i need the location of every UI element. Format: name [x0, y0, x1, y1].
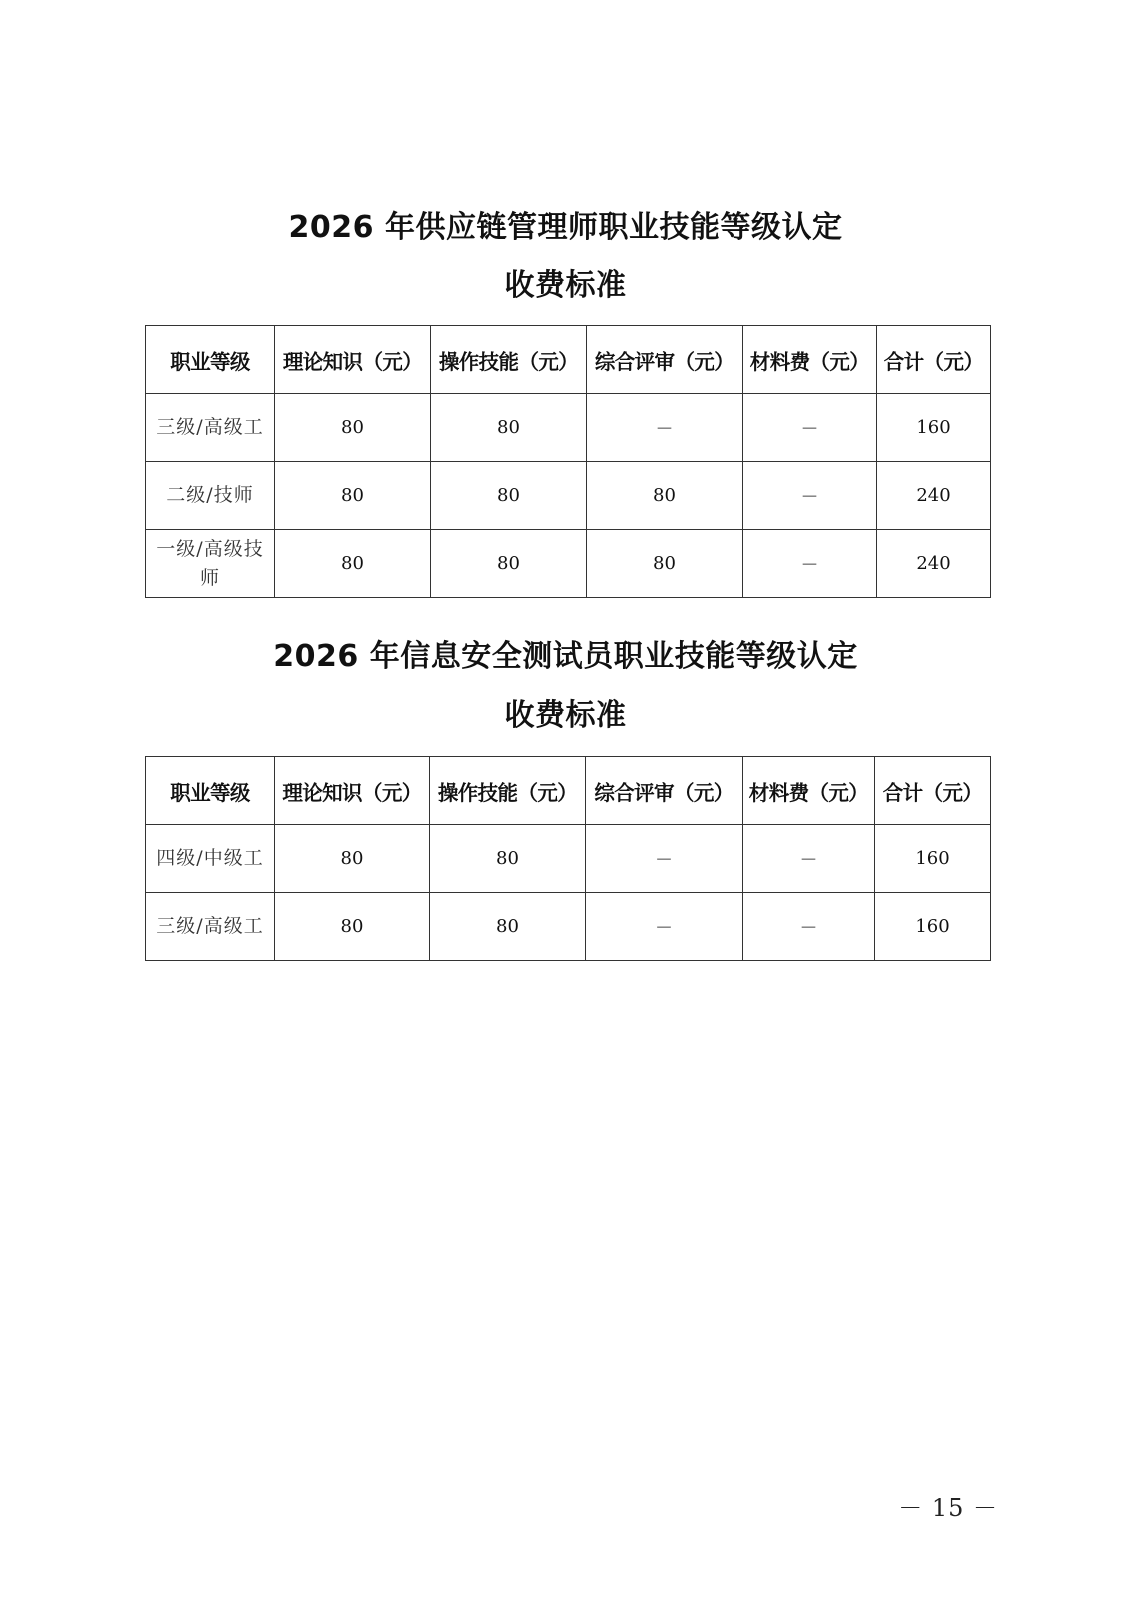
- cell-skill: 80: [430, 893, 586, 961]
- header-skill: 操作技能（元）: [430, 757, 586, 825]
- cell-review: 80: [587, 530, 743, 598]
- cell-material: －: [743, 825, 875, 893]
- cell-level: 一级/高级技师: [146, 530, 275, 598]
- header-level: 职业等级: [146, 757, 275, 825]
- table-header-row: [146, 326, 991, 394]
- cell-total: 160: [875, 825, 991, 893]
- cell-material: －: [743, 462, 877, 530]
- page-number: － 15 －: [898, 1494, 998, 1522]
- header-total: 合计（元）: [875, 757, 991, 825]
- supply-chain-fee-table: [145, 325, 991, 598]
- cell-skill: 80: [430, 825, 586, 893]
- table-row: [146, 462, 991, 530]
- header-level: 职业等级: [146, 326, 275, 394]
- cell-theory: 80: [275, 825, 430, 893]
- cell-total: 240: [877, 530, 991, 598]
- header-skill: 操作技能（元）: [431, 326, 587, 394]
- cell-material: －: [743, 530, 877, 598]
- cell-material: －: [743, 893, 875, 961]
- cell-theory: 80: [275, 462, 431, 530]
- table2-title-line2: 收费标准: [504, 698, 627, 733]
- cell-level: 四级/中级工: [146, 825, 275, 893]
- table1-title-line1: 2026 年供应链管理师职业技能等级认定: [288, 210, 843, 245]
- header-review: 综合评审（元）: [587, 326, 743, 394]
- table-row: [146, 394, 991, 462]
- header-theory: 理论知识（元）: [275, 326, 431, 394]
- table1-title-line2: 收费标准: [504, 268, 627, 303]
- cell-skill: 80: [431, 394, 587, 462]
- table2-title-line1: 2026 年信息安全测试员职业技能等级认定: [273, 639, 858, 674]
- cell-skill: 80: [431, 462, 587, 530]
- cell-theory: 80: [275, 530, 431, 598]
- table-header-row: [146, 757, 991, 825]
- table-row: [146, 530, 991, 598]
- header-total: 合计（元）: [877, 326, 991, 394]
- cell-total: 160: [877, 394, 991, 462]
- cell-theory: 80: [275, 394, 431, 462]
- cell-total: 240: [877, 462, 991, 530]
- cell-review: －: [586, 893, 743, 961]
- cell-level: 三级/高级工: [146, 893, 275, 961]
- cell-review: －: [586, 825, 743, 893]
- header-review: 综合评审（元）: [586, 757, 743, 825]
- cell-material: －: [743, 394, 877, 462]
- info-security-fee-table: [145, 756, 991, 961]
- cell-total: 160: [875, 893, 991, 961]
- cell-theory: 80: [275, 893, 430, 961]
- header-material: 材料费（元）: [743, 757, 875, 825]
- table-row: [146, 893, 991, 961]
- cell-review: －: [587, 394, 743, 462]
- cell-level: 三级/高级工: [146, 394, 275, 462]
- cell-skill: 80: [431, 530, 587, 598]
- header-material: 材料费（元）: [743, 326, 877, 394]
- cell-level: 二级/技师: [146, 462, 275, 530]
- cell-review: 80: [587, 462, 743, 530]
- table-row: [146, 825, 991, 893]
- header-theory: 理论知识（元）: [275, 757, 430, 825]
